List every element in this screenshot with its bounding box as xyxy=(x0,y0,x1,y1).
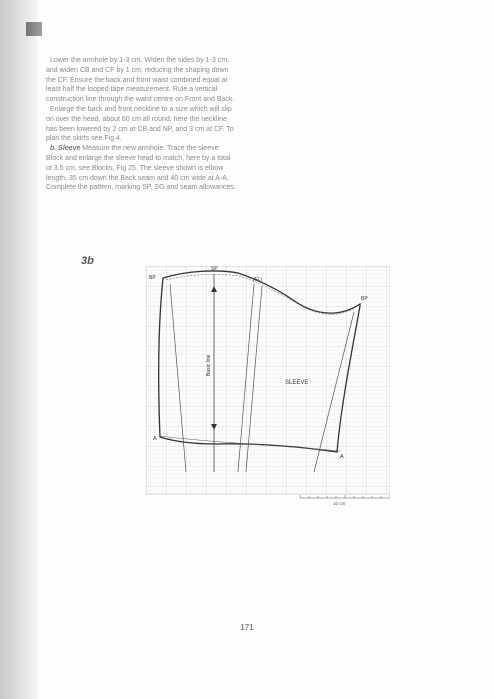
label-sleeve: SLEEVE xyxy=(285,380,309,386)
label-bp-left: BP xyxy=(149,275,156,281)
paragraph-neckline: Enlarge the back and front neckline to a size which will slip on over the head, about 60 cm all round; here the neckline has been lowered by 2 cm at CB and NP, and 3 cm at CF. To plan the skirts see Fig 4. xyxy=(46,105,234,143)
binding-shadow xyxy=(26,22,42,36)
binding-gutter xyxy=(0,0,38,699)
page-number: 171 xyxy=(240,623,254,632)
label-a-right: A xyxy=(340,454,344,460)
body-text xyxy=(46,56,236,193)
label-fl: (FL) xyxy=(253,277,263,283)
figure-label: 3b xyxy=(81,255,94,267)
paragraph-sleeve xyxy=(46,144,236,193)
paragraph-armhole: Lower the armhole by 1-3 cm. Widen the sides by 1-3 cm, and widen CB and CF by 1 cm, reducing the shaping down the CF. Ensure the back and front waist combined equal at least half the looped tape measurement. Rule a vertical construction line through the waist centre on Front and Back. xyxy=(46,57,235,104)
sleeve-pattern-figure xyxy=(146,266,390,506)
label-basic-line: Basic line xyxy=(206,354,212,376)
label-bp-right: BP xyxy=(361,296,368,302)
sleeve-text: Measure the new armhole. Trace the sleeve Block and enlarge the sleeve head to match, here by a total of 3.5 cm, see Blocks, Fig 25. The sleeve shown is elbow length, 35 cm down the Back seam and 40 cm wide at A-A. Complete the pattern, marking SP, SG and seam allowances. xyxy=(46,145,236,192)
label-sp: SP xyxy=(211,266,218,272)
grid-paper xyxy=(146,266,390,494)
scale-bar xyxy=(300,495,390,506)
sleeve-subheading: b. Sleeve xyxy=(50,145,81,153)
scale-label: 10 cm xyxy=(333,501,346,506)
label-a-left: A xyxy=(153,436,157,442)
